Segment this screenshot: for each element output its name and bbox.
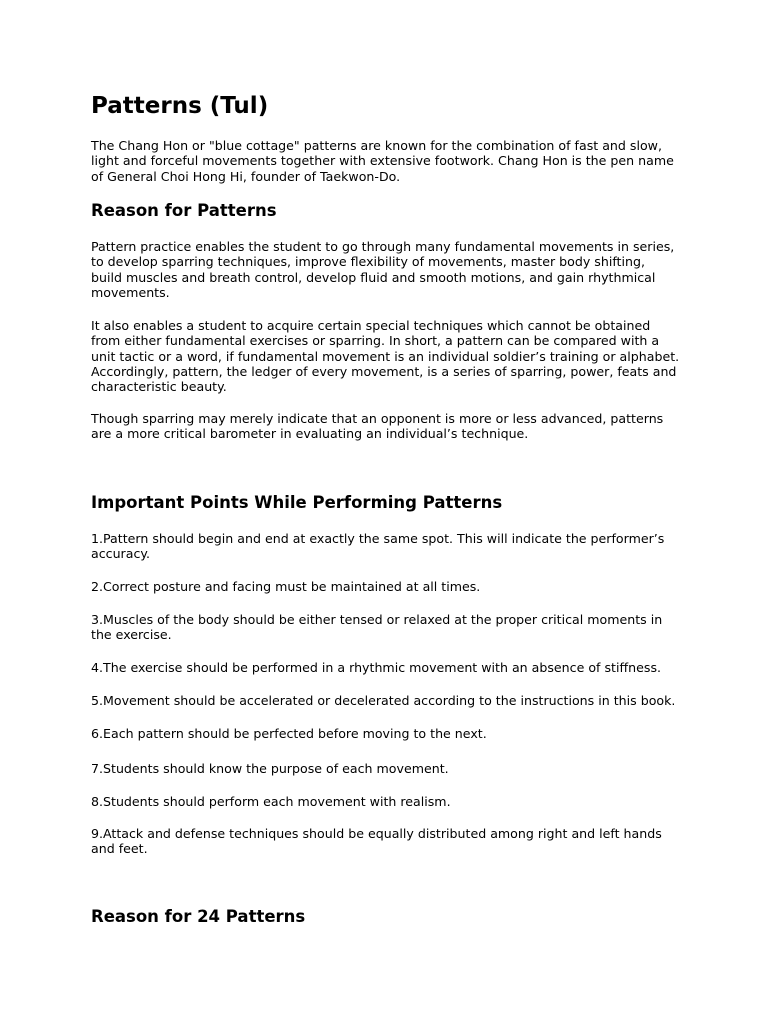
text-line: Pattern practice enables the student to go through many fundamental movements in series, xyxy=(91,239,675,254)
text-line: 8.Students should perform each movement with realism. xyxy=(91,794,451,809)
list-item xyxy=(91,660,661,675)
list-item xyxy=(91,826,662,857)
text-line: characteristic beauty. xyxy=(91,379,227,395)
list-item xyxy=(91,531,664,562)
section-heading-important-points: Important Points While Performing Patterns xyxy=(91,493,503,512)
list-item xyxy=(91,612,662,643)
text-line: build muscles and breath control, develop fluid and smooth motions, and gain rhythmical xyxy=(91,269,656,285)
text-line: 3.Muscles of the body should be either tensed or relaxed at the proper critical moments in xyxy=(91,612,663,627)
text-line: from either fundamental exercises or sparring. In short, a pattern can be compared with a xyxy=(91,333,660,349)
page-title: Patterns (Tul) xyxy=(91,93,269,119)
list-item xyxy=(91,794,451,809)
text-line: 4.The exercise should be performed in a rhythmic movement with an absence of stiffness. xyxy=(91,660,662,675)
text-line: of General Choi Hong Hi, founder of Taekwon-Do. xyxy=(91,168,401,184)
text-line: unit tactic or a word, if fundamental movement is an individual soldier’s training or alphabet. xyxy=(91,348,680,364)
text-line: 1.Pattern should begin and end at exactly the same spot. This will indicate the performer’s xyxy=(91,531,665,546)
text-line: It also enables a student to acquire certain special techniques which cannot be obtained xyxy=(91,318,651,333)
text-line: Though sparring may merely indicate that an opponent is more or less advanced, patterns xyxy=(91,411,664,426)
text-line: are a more critical barometer in evaluating an individual’s technique. xyxy=(91,426,529,442)
text-line: 5.Movement should be accelerated or decelerated according to the instructions in this book. xyxy=(91,693,676,708)
section-heading-24-patterns: Reason for 24 Patterns xyxy=(91,907,306,926)
text-line: 2.Correct posture and facing must be maintained at all times. xyxy=(91,579,481,594)
list-item xyxy=(91,761,449,776)
text-line: light and forceful movements together with extensive footwork. Chang Hon is the pen name xyxy=(91,153,674,169)
text-line: The Chang Hon or "blue cottage" patterns are known for the combination of fast and slow, xyxy=(91,138,662,153)
text-line: the exercise. xyxy=(91,627,172,643)
text-line: accuracy. xyxy=(91,546,151,562)
text-line: to develop sparring techniques, improve flexibility of movements, master body shifting, xyxy=(91,254,645,270)
text-line: 6.Each pattern should be perfected before moving to the next. xyxy=(91,726,487,741)
intro-paragraph xyxy=(91,138,674,184)
list-item xyxy=(91,693,675,708)
text-line: and feet. xyxy=(91,841,148,857)
text-line: Accordingly, pattern, the ledger of every movement, is a series of sparring, power, feats and xyxy=(91,363,677,379)
list-item xyxy=(91,579,480,594)
text-line: movements. xyxy=(91,284,170,300)
reason-paragraph-2 xyxy=(91,318,679,394)
text-line: 9.Attack and defense techniques should be equally distributed among right and left hands xyxy=(91,826,662,841)
list-item xyxy=(91,726,487,741)
section-heading-reason: Reason for Patterns xyxy=(91,201,277,220)
reason-paragraph-3 xyxy=(91,411,663,442)
reason-paragraph-1 xyxy=(91,239,674,300)
text-line: 7.Students should know the purpose of each movement. xyxy=(91,761,449,776)
